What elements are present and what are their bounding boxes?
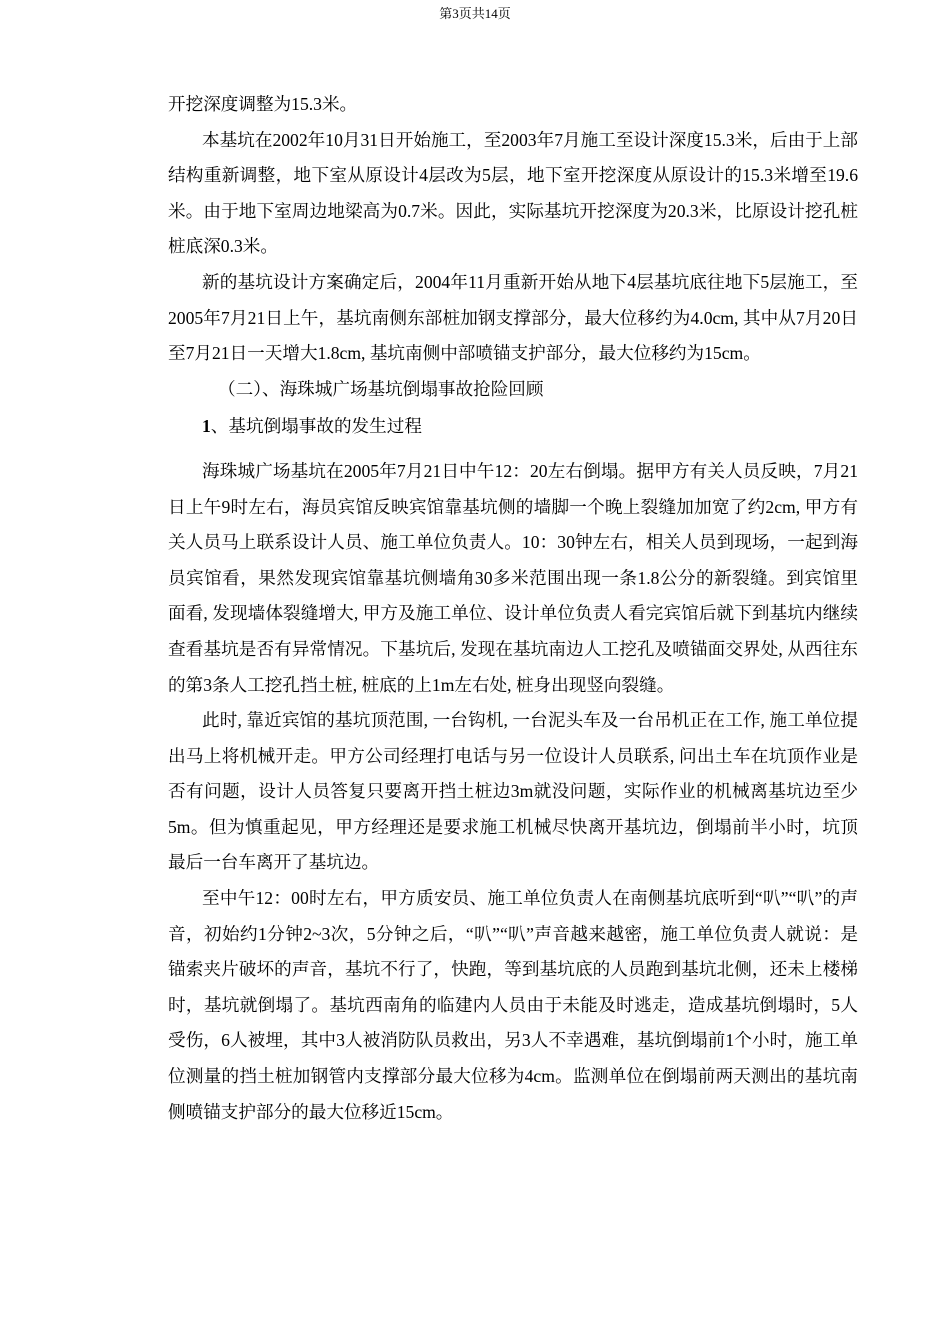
document-body xyxy=(168,87,858,1130)
paragraph-collapse-process: 海珠城广场基坑在2005年7月21日中午12：20左右倒塌。据甲方有关人员反映，7月21日上午9时左右，海员宾馆反映宾馆靠基坑侧的墙脚一个晚上裂缝加加宽了约2cm, 甲方有关人员马上联系设计人员、施工单位负责人。10：30钟左右，相关人员到现场，一起到海员宾馆看，果然发现宾馆靠基坑侧墙角30多米范围出现一条1.8公分的新裂缝。到宾馆里面看, 发现墙体裂缝增大, 甲方及施工单位、设计单位负责人看完宾馆后就下到基坑内继续查看基坑是否有异常情况。下基坑后, 发现在基坑南边人工挖孔及喷锚面交界处, 从西往东的第3条人工挖孔挡土桩, 桩底的上1m左右处, 桩身出现竖向裂缝。 xyxy=(168,460,858,695)
page-indicator: 第3页共14页 xyxy=(439,6,511,21)
paragraph-continuation: 开挖深度调整为15.3米。 xyxy=(168,94,358,114)
section-title: （二）、海珠城广场基坑倒塌事故抢险回顾 xyxy=(218,378,544,399)
subsection-heading xyxy=(168,409,858,445)
subsection-title: 、基坑倒塌事故的发生过程 xyxy=(210,416,422,437)
page-header xyxy=(0,4,950,24)
paragraph-new-design: 新的基坑设计方案确定后，2004年11月重新开始从地下4层基坑底往地下5层施工，至2005年7月21日上午，基坑南侧东部桩加钢支撑部分，最大位移约为4.0cm, 其中从7月20日至7月21日一天增大1.8cm, 基坑南侧中部喷锚支护部分，最大位移约为15cm。 xyxy=(168,271,858,364)
paragraph-machinery: 此时, 靠近宾馆的基坑顶范围, 一台钩机, 一台泥头车及一台吊机正在工作, 施工单位提出马上将机械开走。甲方公司经理打电话与另一位设计人员联系, 问出土车在坑顶作业是否有问题，设计人员答复只要离开挡土桩边3m就没问题，实际作业的机械离基坑边至少5m。但为慎重起见，甲方经理还是要求施工机械尽快离开基坑边，倒塌前半小时，坑顶最后一台车离开了基坑边。 xyxy=(168,710,858,873)
paragraph-collapse-moment: 至中午12：00时左右，甲方质安员、施工单位负责人在南侧基坑底听到“叭”“叭”的声音，初始约1分钟2~3次，5分钟之后，“叭”“叭”声音越来越密，施工单位负责人就说：是锚索夹片破坏的声音，基坑不行了，快跑，等到基坑底的人员跑到基坑北侧，还未上楼梯时，基坑就倒塌了。基坑西南角的临建内人员由于未能及时逃走，造成基坑倒塌时，5人受伤，6人被埋，其中3人被消防队员救出，另3人不幸遇难，基坑倒塌前1个小时，施工单位测量的挡土桩加钢管内支撑部分最大位移为4cm。监测单位在倒塌前两天测出的基坑南侧喷锚支护部分的最大位移近15cm。 xyxy=(168,888,858,1122)
subsection-number: 1 xyxy=(202,416,211,437)
paragraph-construction-history: 本基坑在2002年10月31日开始施工，至2003年7月施工至设计深度15.3米，后由于上部结构重新调整，地下室从原设计4层改为5层，地下室开挖深度从原设计的15.3米增至19.6米。由于地下室周边地梁高为0.7米。因此，实际基坑开挖深度为20.3米，比原设计挖孔桩桩底深0.3米。 xyxy=(168,129,858,257)
